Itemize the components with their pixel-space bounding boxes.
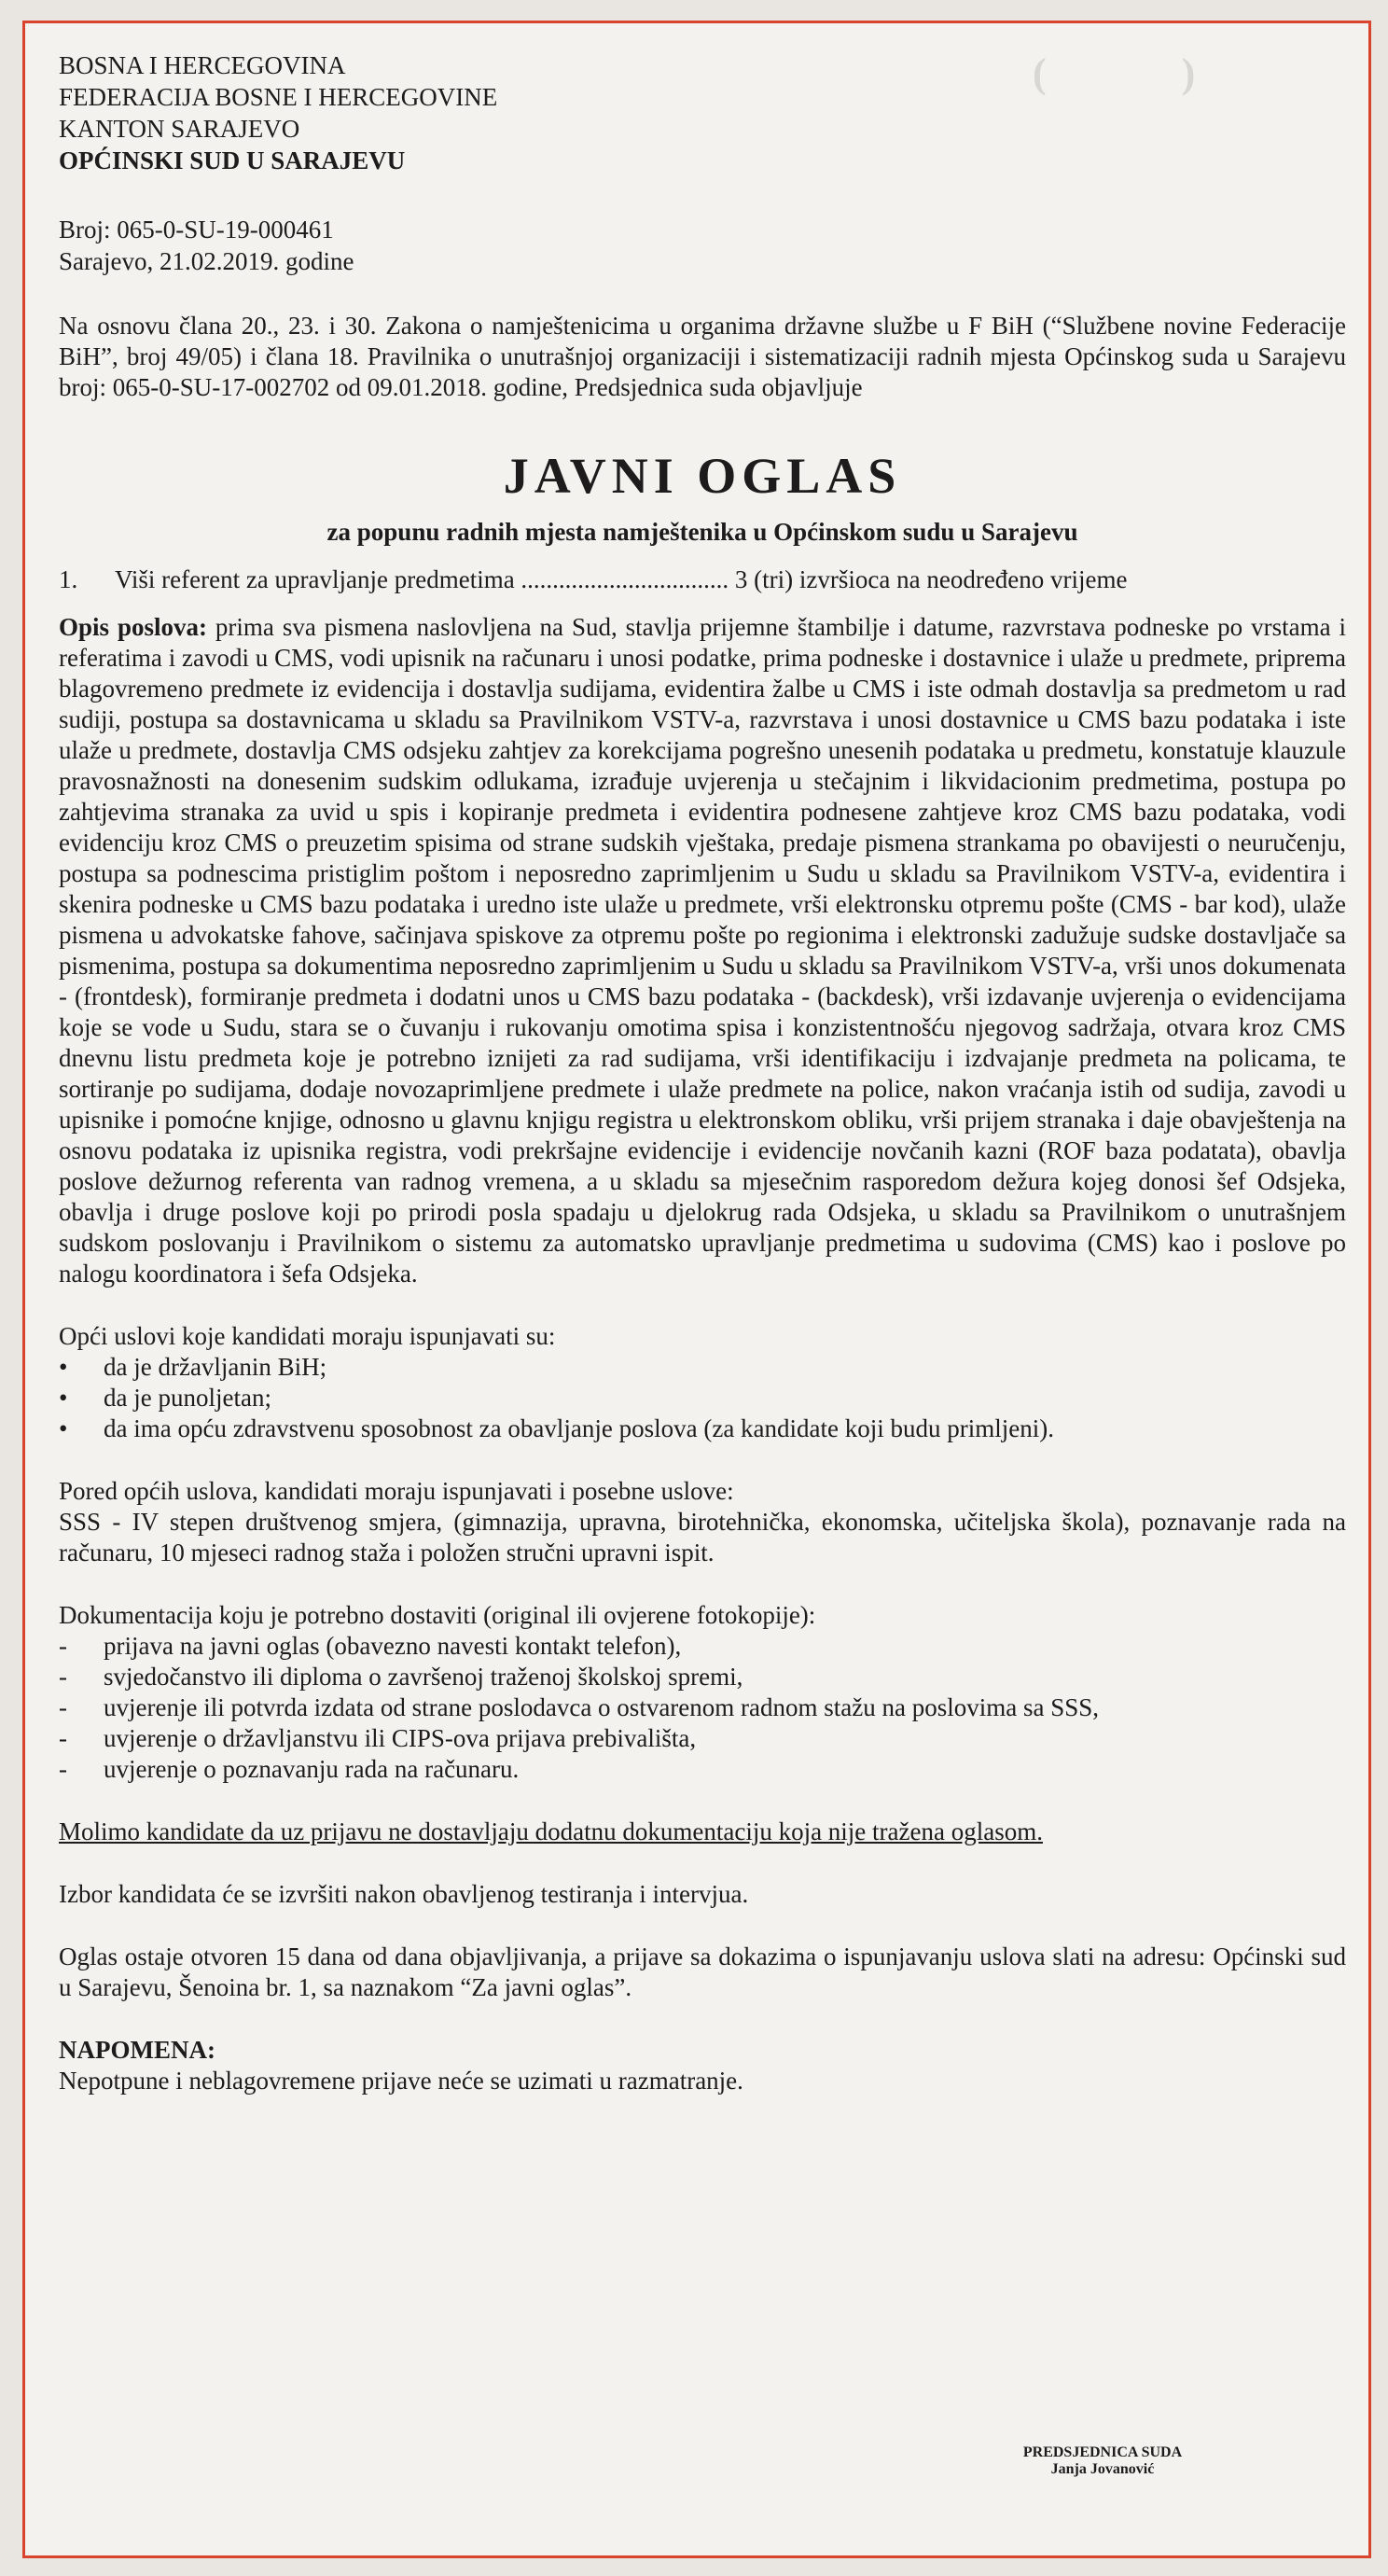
documents-heading: Dokumentacija koju je potrebno dostaviti (original ili ovjerene fotokopije): (59, 1601, 816, 1629)
intro-paragraph: Na osnovu člana 20., 23. i 30. Zakona o namještenicima u organima državne službe u F BiH (“Službene novine Federacije BiH”, broj 49/05) i člana 18. Pravilnika o unutrašnjoj organizaciji i sistematizaciji radnih mjesta Općinskog suda u Sarajevu broj: 065-0-SU-17-002702 od 09.01.2018. godine, Predsjednica suda objavljuje (59, 312, 1346, 401)
list-item-text: prijava na javni oglas (obavezno navesti kontakt telefon), (104, 1632, 682, 1660)
bullet-mark: • (59, 1414, 68, 1442)
list-item (59, 1352, 1383, 1383)
note-heading: NAPOMENA: (59, 2036, 215, 2064)
header-line-canton: KANTON SARAJEVO (59, 115, 300, 143)
notice-line: Molimo kandidate da uz prijavu ne dostavljaju dodatnu dokumentaciju koja nije tražena oglasom. (59, 1817, 1043, 1845)
general-conditions-list (59, 1352, 1383, 1444)
bullet-mark: • (59, 1384, 68, 1412)
bullet-mark: • (59, 1353, 68, 1381)
position-number: 1. (59, 565, 78, 593)
list-item-text: uvjerenje o poznavanju rada na računaru. (104, 1755, 520, 1783)
list-item-text: da je državljanin BiH; (104, 1353, 327, 1381)
special-conditions-heading: Pored općih uslova, kandidati moraju ispunjavati i posebne uslove: (59, 1477, 734, 1505)
list-item (59, 1383, 1383, 1413)
note-text: Nepotpune i neblagovremene prijave neće se uzimati u razmatranje. (59, 2067, 743, 2095)
signature-block (921, 2444, 1284, 2478)
list-item (59, 1692, 1383, 1723)
selection-line: Izbor kandidata će se izvršiti nakon obavljenog testiranja i intervjua. (59, 1880, 749, 1908)
dash-mark: - (59, 1632, 67, 1660)
list-item-text: da ima opću zdravstvenu sposobnost za obavljanje poslova (za kandidate koji budu primljeni). (104, 1414, 1054, 1442)
list-item (59, 1631, 1383, 1662)
institution-header (59, 49, 1085, 176)
general-conditions-heading: Opći uslovi koje kandidati moraju ispunjavati su: (59, 1322, 556, 1350)
reference-date: Sarajevo, 21.02.2019. godine (59, 247, 354, 275)
list-item-text: uvjerenje ili potvrda izdata od strane poslodavca o ostvarenom radnom stažu na poslovima sa SSS, (104, 1693, 1100, 1721)
documents-list (59, 1631, 1383, 1785)
list-item-text: uvjerenje o državljanstvu ili CIPS-ova prijava prebivališta, (104, 1724, 697, 1752)
dash-mark: - (59, 1663, 67, 1691)
list-item (59, 1413, 1383, 1444)
dash-mark: - (59, 1755, 67, 1783)
document-subtitle: za popunu radnih mjesta namještenika u Općinskom sudu u Sarajevu (326, 518, 1078, 546)
header-line-court: OPĆINSKI SUD U SARAJEVU (59, 146, 406, 174)
header-line-federation: FEDERACIJA BOSNE I HERCEGOVINE (59, 83, 498, 111)
list-item (59, 1754, 1383, 1785)
signature-title: PREDSJEDNICA SUDA (1022, 2444, 1183, 2460)
special-conditions-text: SSS - IV stepen društvenog smjera, (gimnazija, upravna, birotehnička, ekonomska, učiteljska škola), poznavanje rada na računaru, 10 mjeseci radnog staža i položen stručni upravni ispit. (59, 1508, 1346, 1566)
notice-page (22, 21, 1371, 2558)
job-description-text: prima sva pismena naslovljena na Sud, stavlja prijemne štambilje i datume, razvrstava podneske po vrstama i referatima i zavodi u CMS, vodi upisnik na računaru i unosi podatke, prima podneske i dostavnice i ulaže u predmete, priprema blagovremeno predmete iz evidencija i dostavlja sudijama, evidentira žalbe u CMS i iste odmah dostavlja sa predmetom u rad sudiji, postupa sa dostavnicama u skladu sa Pravilnikom VSTV-a, razvrstava i unosi dostavnice u CMS bazu podataka i iste ulaže u predmete, dostavlja CMS odsjeku zahtjev za korekcijama pogrešno unesenih podataka u predmetu, konstatuje klauzule pravosnažnosti na donesenim sudskim odlukama, izrađuje uvjerenja u stečajnim i likvidacionim predmetima, postupa po zahtjevima stranaka za uvid u spis i kopiranje predmeta i evidentira podnesene zahtjeve kroz CMS bazu podataka, vodi evidenciju kroz CMS o preuzetim spisima od strane sudskih vještaka, predaje pismena strankama po obavijesti o neuručenju, postupa sa podnescima pristiglim poštom i neposredno zaprimljenim u Sudu u skladu sa Pravilnikom VSTV-a, evidentira i skenira podneske u CMS bazu podataka i uredno iste ulaže u predmete, vrši elektronsku otpremu pošte (CMS - bar kod), ulaže pismena u advokatske fahove, sačinjava spiskove za otpremu pošte po regionima i elektronski zadužuje sudske dostavljače sa pismenima, postupa sa dokumentima neposredno zaprimljenim u Sudu u skladu sa Pravilnikom VSTV-a, vrši unos dokumenata - (frontdesk), formiranje predmeta i dodatni unos u CMS bazu podataka - (backdesk), vrši izdavanje uvjerenja o evidencijama koje se vode u Sudu, stara se o čuvanju i rukovanju omotima spisa i konzistentnošću njegovog sadržaja, otvara kroz CMS dnevnu listu predmeta koje je potrebno iznijeti za rad sudijama, vrši identifikaciju i izdvajanje predmeta na policama, te sortiranje po sudijama, dodaje novozaprimljene predmete i ulaže predmete na police, nakon vraćanja istih od sudija, zavodi u upisnike i pomoćne knjige, odnosno u glavnu knjigu registra u elektronskom obliku, vrši prijem stranaka i daje obavještenja na osnovu podataka iz upisnika registra, vodi prekršajne evidencije i evidencije novčanih kazni (ROF baza podatata), obavlja poslove dežurnog referenta van radnog vremena, a u skladu sa mjesečnim rasporedom dežura kojeg donosi šef Odsjeka, obavlja i druge poslove koji po prirodi posla spadaju u djelokrug rada Odsjeka, u skladu sa Pravilnikom o unutrašnjem sudskom poslovanju i Pravilnikom o sistemu za automatsko upravljanje predmetima u sudovima (CMS) kao i poslove po nalogu koordinatora i šefa Odsjeka. (59, 613, 1347, 1288)
dash-mark: - (59, 1724, 67, 1752)
list-item (59, 1662, 1383, 1692)
position-line (59, 564, 1346, 595)
list-item-text: svjedočanstvo ili diploma o završenoj traženoj školskoj spremi, (104, 1663, 743, 1691)
list-item-text: da je punoljetan; (104, 1384, 271, 1412)
signature-name: Janja Jovanović (1050, 2461, 1155, 2477)
list-item (59, 1723, 1383, 1754)
header-line-country: BOSNA I HERCEGOVINA (59, 51, 346, 79)
document-title: JAVNI OGLAS (503, 448, 902, 504)
document-body (59, 49, 1383, 2096)
reference-number: Broj: 065-0-SU-19-000461 (59, 216, 334, 244)
position-text: Viši referent za upravljanje predmetima ................................. 3 (tri) izvršioca na neodređeno vrijeme (115, 565, 1128, 593)
job-description (59, 612, 1346, 1289)
deadline-paragraph: Oglas ostaje otvoren 15 dana od dana objavljivanja, a prijave sa dokazima o ispunjavanju uslova slati na adresu: Općinski sud u Sarajevu, Šenoina br. 1, sa naznakom “Za javni oglas”. (59, 1942, 1346, 2001)
job-description-label: Opis poslova: (59, 613, 207, 641)
bleed-through-text: ( ) (1033, 50, 1198, 96)
dash-mark: - (59, 1693, 67, 1721)
